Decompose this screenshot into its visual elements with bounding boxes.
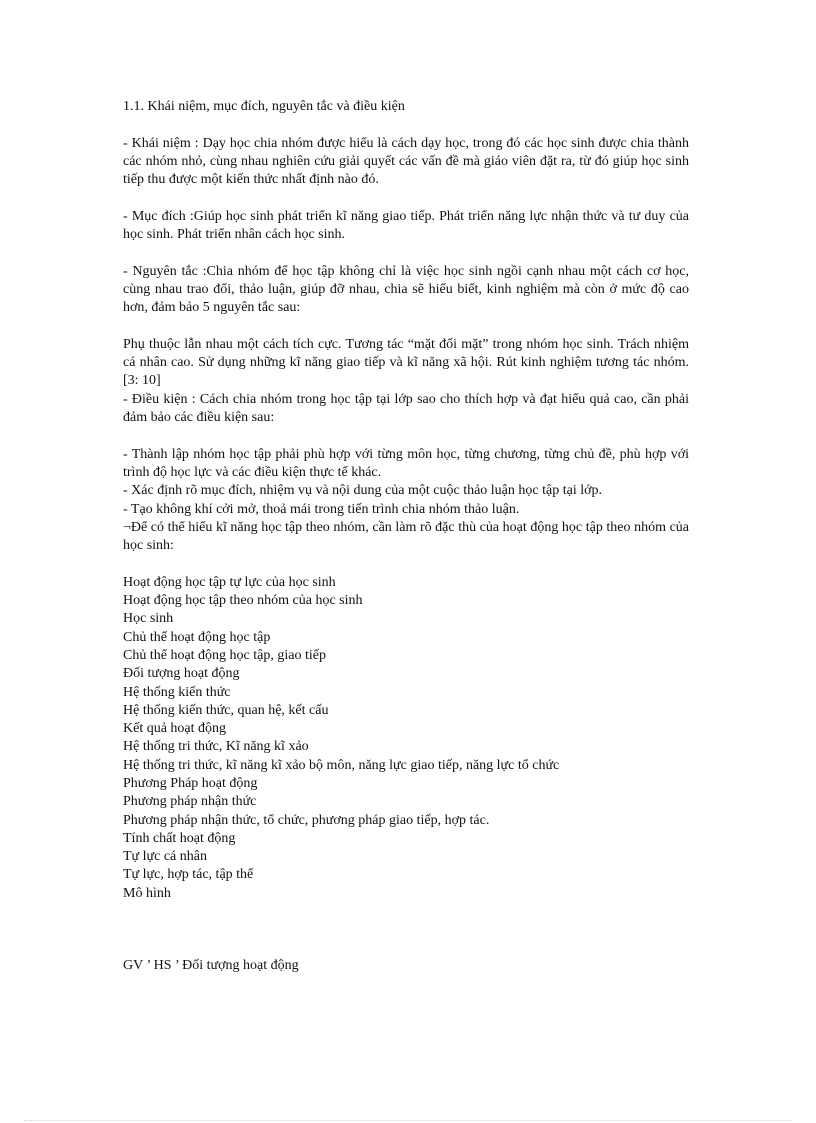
- spacer: [123, 903, 689, 957]
- diagram-item: Hệ thống kiến thức, quan hệ, kết cấu: [123, 702, 329, 718]
- condition-item: - Tạo không khí cởi mở, thoả mái trong tiến trình chia nhóm thảo luận.: [123, 501, 520, 517]
- condition-paragraph: - Điều kiện : Cách chia nhóm trong học tập tại lớp sao cho thích hợp và đạt hiểu quả cao, cần phải đảm bảo các điều kiện sau:: [123, 391, 689, 426]
- spacer: [123, 116, 689, 134]
- diagram-item: Chủ thể hoạt động học tập: [123, 629, 271, 645]
- diagram-item: Đối tượng hoạt động: [123, 666, 240, 682]
- diagram-item: Hoạt động học tập theo nhóm của học sinh: [123, 593, 363, 609]
- diagram-item: Hệ thống tri thức, kĩ năng kĩ xảo bộ môn, năng lực giao tiếp, năng lực tổ chức: [123, 757, 560, 773]
- diagram-item: Hoạt động học tập tự lực của học sinh: [123, 574, 336, 590]
- diagram-item: Phương pháp nhận thức: [123, 794, 257, 810]
- diagram-item: Tự lực, hợp tác, tập thể: [123, 867, 254, 883]
- diagram-item: Mô hình: [123, 885, 171, 901]
- diagram-item: Hệ thống tri thức, Kĩ năng kĩ xảo: [123, 739, 309, 755]
- diagram-item: Hệ thống kiến thức: [123, 684, 231, 700]
- condition-item: ¬Để có thể hiểu kĩ năng học tập theo nhóm, cần làm rõ đặc thù của hoạt động học tập theo nhóm của học sinh:: [123, 519, 689, 554]
- document-page: [123, 98, 689, 975]
- purpose-paragraph: - Mục đích :Giúp học sinh phát triển kĩ năng giao tiếp. Phát triển năng lực nhận thức và tư duy của học sinh. Phát triển nhân cách học sinh.: [123, 208, 689, 243]
- concept-paragraph: - Khái niệm : Dạy học chia nhóm được hiểu là cách dạy học, trong đó các học sinh được chia thành các nhóm nhỏ, cùng nhau nghiên cứu giải quyết các vấn đề mà giáo viên đặt ra, từ đó giúp học sinh tiếp thu được một kiến thức nhất định nào đó.: [123, 135, 689, 188]
- diagram-item: Chủ thể hoạt động học tập, giao tiếp: [123, 647, 326, 663]
- section-title: 1.1. Khái niệm, mục đích, nguyên tắc và điều kiện: [123, 99, 405, 114]
- diagram-item: Tự lực cá nhân: [123, 849, 207, 865]
- spacer: [123, 244, 689, 262]
- principle-paragraph: - Nguyên tắc :Chia nhóm để học tập không chỉ là việc học sinh ngồi cạnh nhau một cách cơ học, cùng nhau trao đổi, thảo luận, giúp đỡ nhau, chia sẽ hiểu biết, kinh nghiệm mà còn ở mức độ cao hơn, đảm bảo 5 nguyên tắc sau:: [123, 263, 689, 316]
- condition-item: - Xác định rõ mục đích, nhiệm vụ và nội dung của một cuộc thảo luận học tập tại lớp.: [123, 483, 603, 499]
- diagram-item: Tính chất hoạt động: [123, 830, 236, 846]
- diagram-item: Học sinh: [123, 611, 174, 627]
- diagram-item: Kết quả hoạt động: [123, 721, 227, 737]
- diagram-item: Phương pháp nhận thức, tổ chức, phương pháp giao tiếp, hợp tác.: [123, 812, 490, 828]
- page-bottom-divider: [24, 1120, 792, 1121]
- spacer: [123, 189, 689, 207]
- spacer: [123, 555, 689, 573]
- spacer: [123, 318, 689, 336]
- spacer: [123, 427, 689, 445]
- principles-detail-paragraph: Phụ thuộc lẫn nhau một cách tích cực. Tương tác “mặt đối mặt” trong nhóm học sinh. Trách nhiệm cá nhân cao. Sử dụng những kĩ năng giao tiếp và kĩ năng xã hội. Rút kinh nghiệm tương tác nhóm. [3: 10]: [123, 336, 689, 389]
- diagram-text-list: [123, 574, 689, 903]
- condition-item: - Thành lập nhóm học tập phải phù hợp với từng môn học, từng chương, từng chủ đề, phù hợp với trình độ học lực và các điều kiện thực tế khác.: [123, 446, 689, 480]
- diagram-item: Phương Pháp hoạt động: [123, 775, 258, 791]
- footer-line: GV ’ HS ’ Đối tượng hoạt động: [123, 958, 299, 974]
